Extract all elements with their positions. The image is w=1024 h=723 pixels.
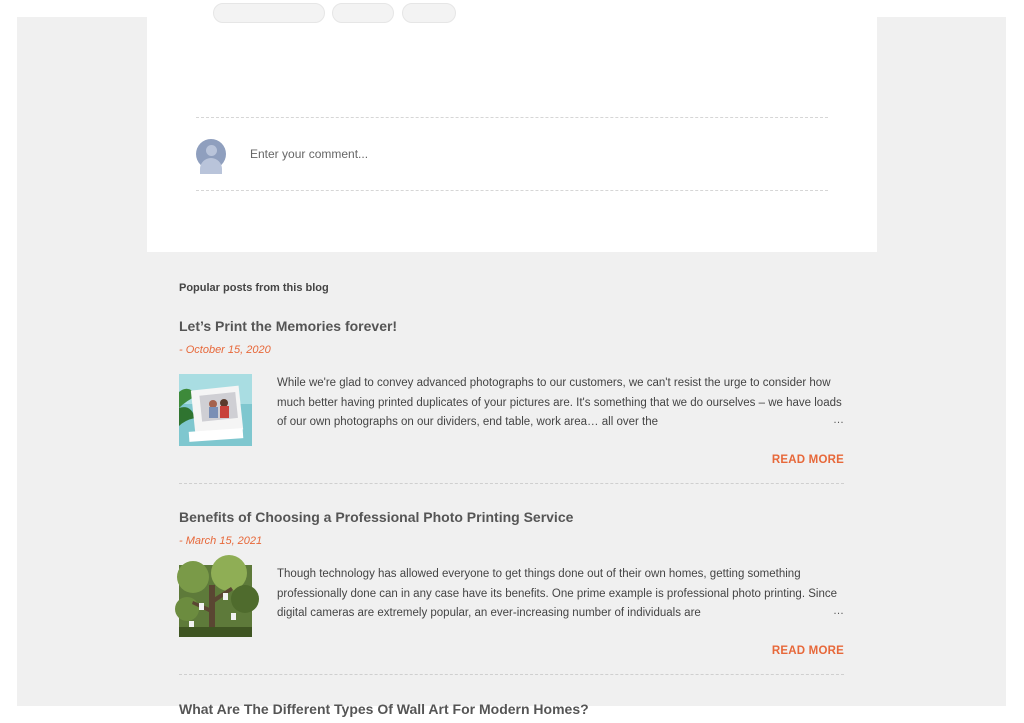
post-thumbnail[interactable] xyxy=(179,374,252,446)
user-avatar-icon xyxy=(196,139,226,169)
post-excerpt: Though technology has allowed everyone to get things done out of their own homes, getting something professionally done can in any case have its benefits. One prime example is professional photo printing. Since digital cameras are extremely popular, an ever-increasing number of individuals are xyxy=(277,568,837,619)
post-divider xyxy=(179,674,844,675)
post-ellipsis: … xyxy=(827,605,844,617)
comment-form xyxy=(196,117,828,191)
read-more-link[interactable]: READ MORE xyxy=(771,454,844,466)
share-button[interactable] xyxy=(402,3,456,23)
share-button[interactable] xyxy=(213,3,325,23)
post-ellipsis: … xyxy=(827,414,844,426)
post-title-link[interactable]: Let’s Print the Memories forever! xyxy=(179,318,398,334)
comment-card xyxy=(147,17,877,252)
share-button[interactable] xyxy=(332,3,394,23)
post-excerpt: While we're glad to convey advanced photographs to our customers, we can't resist the urge to consider how much better having printed duplicates of your pictures are. It's something that we do ourselves – we have loads of our own photographs on our dividers, end table, work area… all over the xyxy=(277,377,842,428)
read-more-link[interactable]: READ MORE xyxy=(771,645,844,657)
comment-input[interactable] xyxy=(250,145,750,163)
post-thumbnail[interactable] xyxy=(179,565,252,637)
post-divider xyxy=(179,483,844,484)
page-background xyxy=(17,17,1006,717)
post-date-link[interactable]: - October 15, 2020 xyxy=(179,344,271,356)
post-title-link[interactable]: Benefits of Choosing a Professional Photo Printing Service xyxy=(179,509,574,525)
post-date-link[interactable]: - March 15, 2021 xyxy=(179,535,263,547)
popular-posts-heading: Popular posts from this blog xyxy=(179,282,329,294)
post-title-link[interactable]: What Are The Different Types Of Wall Art For Modern Homes? xyxy=(179,701,589,717)
